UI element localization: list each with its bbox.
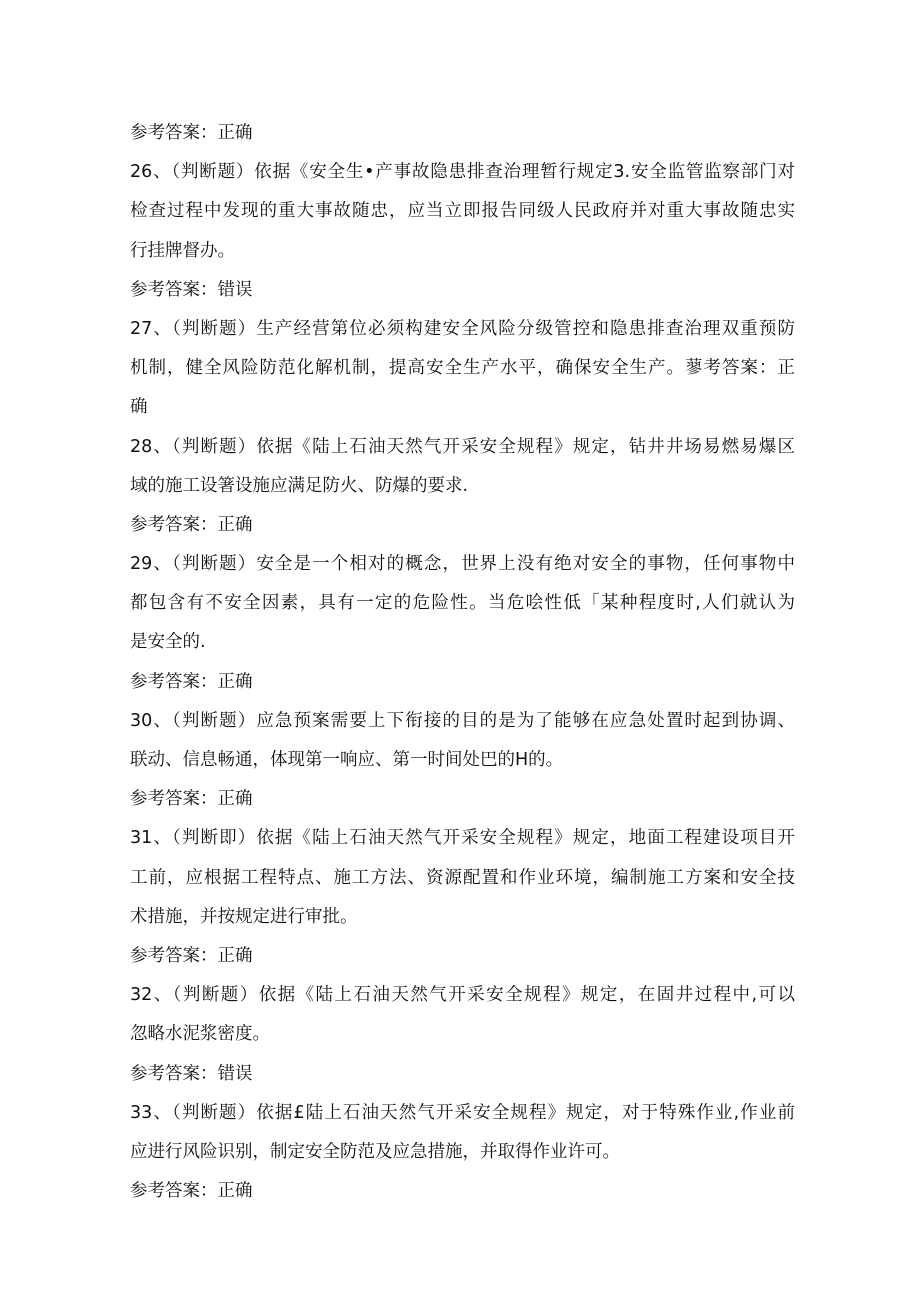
question-text-line: 应进行风险识别，制定安全防范及应急措施，并取得作业许可。	[130, 1141, 620, 1162]
answer-line: 参考答案：正确	[130, 514, 253, 535]
question-28	[130, 428, 795, 506]
question-text-line: 联动、信息畅通，体现第一响应、第一时间处巴的H的。	[130, 750, 564, 770]
question-text-line: 是安全的.	[130, 632, 206, 653]
answer-line: 参考答案：正确	[130, 945, 253, 966]
question-text-line: 30、（判断题）应急预案需要上下衔接的目的是为了能够在应急处置时起到协调、	[130, 710, 795, 731]
question-text-line: 忽略水泥浆密度。	[130, 1024, 270, 1045]
question-text-line: 27、（判断题）生产经营第位必须构建安全风险分级管控和隐患排查治理双重预防	[130, 318, 795, 339]
answer-line: 参考答案：错误	[130, 1063, 253, 1084]
question-text-line: 工前，应根据工程特点、施工方法、资源配置和作业环境，编制施工方案和安全技	[130, 867, 795, 888]
answer-line: 参考答案：正确	[130, 789, 253, 810]
question-text-line: 26、（判断题）依据《安全生•产事故隐患排查治理暂行规定3.安全监管监察部门对	[130, 162, 795, 183]
question-list	[130, 114, 795, 1211]
question-text-line: 28、（判断题）依据《陆上石油天然气开采安全规程》规定，钻井井场易燃易爆区	[130, 436, 795, 457]
question-33	[130, 1094, 795, 1172]
question-text-line: 行挂牌督办。	[130, 240, 235, 261]
question-text-line: 29、（判断题）安全是一个相对的概念，世界上没有绝对安全的事物，任何事物中	[130, 554, 795, 575]
question-31	[130, 819, 795, 937]
question-text-line: 术措施，并按规定进行审批。	[130, 906, 358, 927]
question-27	[130, 310, 795, 428]
question-text-line: 检查过程中发现的重大事故随忠，应当立即报告同级人民政府并对重大事故随忠实	[130, 201, 795, 222]
question-32	[130, 976, 795, 1054]
question-30	[130, 702, 795, 780]
question-text-line: 33、（判断题）依据£陆上石油天然气开采安全规程》规定，对于特殊作业,作业前	[130, 1102, 795, 1123]
question-29	[130, 545, 795, 663]
question-26	[130, 153, 795, 271]
question-text-line: 域的施工设箸设施应满足防火、防爆的要求.	[130, 475, 469, 496]
answer-line: 参考答案：正确	[130, 671, 253, 692]
answer-line: 参考答案：错误	[130, 279, 253, 300]
question-text-line: 32、（判断题）依据《陆上石油天然气开采安全规程》规定，在固井过程中,可以	[130, 985, 795, 1006]
answer-line: 参考答案：正确	[130, 1181, 253, 1202]
question-text-line: 31、（判断即）依据《陆上石油天然气开采安全规程》规定，地面工程建设项目开	[130, 828, 795, 849]
answer-line: 参考答案：正确	[130, 123, 253, 143]
question-text-line: 都包含有不安全因素，具有一定的危险性。当危哙性低「某种程度时,人们就认为	[130, 593, 795, 614]
question-text-line: 机制，健全风险防范化解机制，提高安全生产水平，确保安全生产。蓼考答案：正	[130, 358, 795, 379]
question-text-line: 确	[130, 397, 148, 418]
